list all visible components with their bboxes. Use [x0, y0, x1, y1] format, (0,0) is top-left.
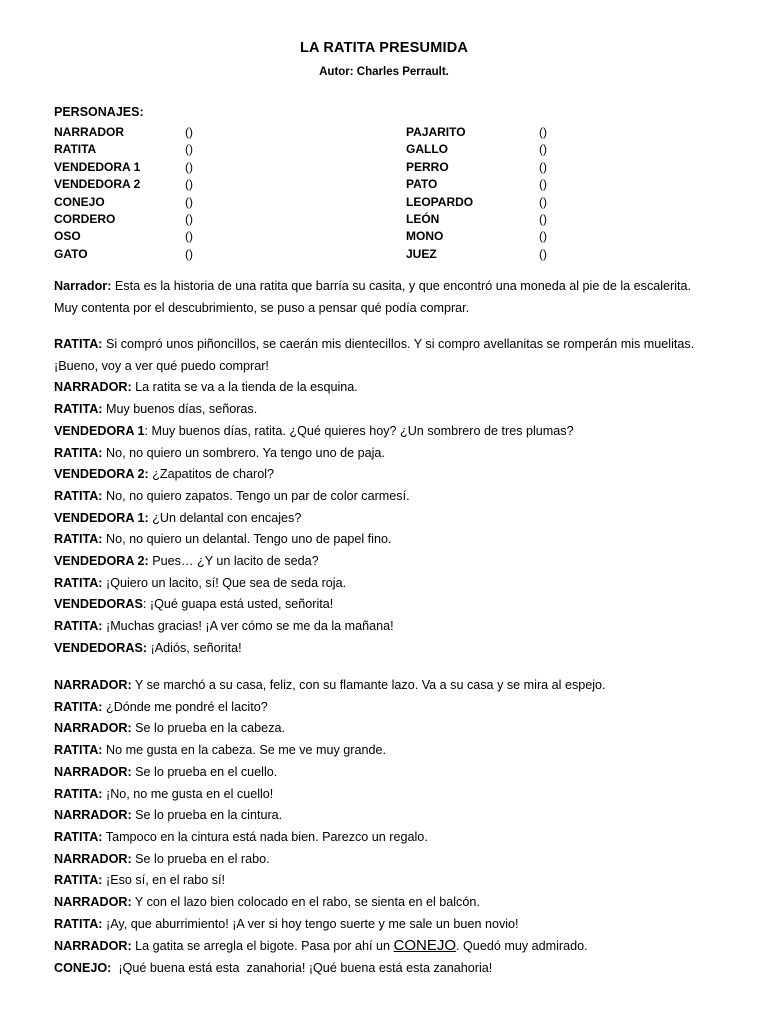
dialogue-line: [54, 914, 714, 936]
cast-role-blank: (): [185, 125, 193, 139]
intro-paragraph: [54, 276, 714, 319]
cast-row: [54, 124, 714, 141]
dialogue-text: . Quedó muy admirado.: [456, 939, 588, 954]
highlighted-character-name: CONEJO: [393, 937, 457, 955]
cast-role-blank: (): [539, 211, 547, 226]
speaker-label: NARRADOR:: [54, 678, 132, 692]
cast-name: LEOPARDO: [406, 194, 474, 209]
cast-role-blank: (): [185, 229, 193, 244]
dialogue-text: ¿Zapatitos de charol?: [148, 467, 275, 482]
cast-row: [54, 246, 714, 263]
cast-role-blank: (): [539, 177, 547, 192]
speaker-label: NARRADOR:: [54, 851, 132, 866]
dialogue-text: Y con el lazo bien colocado en el rabo, se sienta en el balcón.: [131, 895, 480, 910]
cast-name: OSO: [54, 229, 81, 244]
speaker-label: RATITA:: [54, 488, 103, 503]
cast-row: [54, 211, 714, 228]
dialogue-text: : ¡Qué guapa está usted, señorita!: [142, 597, 334, 612]
cast-name: CONEJO: [54, 194, 105, 209]
dialogue-text: La gatita se arregla el bigote. Pasa por ahí un: [131, 939, 394, 954]
speaker-label: NARRADOR:: [54, 808, 132, 823]
cast-role-blank: (): [185, 211, 193, 226]
speaker-label: VENDEDORAS:: [54, 640, 148, 655]
cast-role-blank: (): [185, 246, 193, 261]
dialogue-line: [54, 551, 714, 573]
dialogue-line: [54, 675, 714, 697]
cast-name: PATO: [406, 177, 438, 192]
cast-row: [54, 159, 714, 176]
dialogue-line: [54, 892, 714, 914]
cast-name: GALLO: [406, 142, 448, 157]
dialogue-text: Se lo prueba en la cabeza.: [131, 721, 285, 736]
dialogue-text: ¡No, no me gusta en el cuello!: [102, 786, 274, 801]
speaker-label: RATITA:: [54, 786, 103, 801]
speaker-label: RATITA:: [54, 532, 103, 547]
speaker-label: RATITA:: [54, 699, 103, 714]
scene-home: [54, 675, 714, 980]
cast-row: [54, 194, 714, 211]
dialogue-line: [54, 616, 714, 638]
dialogue-line: [54, 464, 714, 486]
dialogue-text: ¡Ay, que aburrimiento! ¡A ver si hoy tengo suerte y me sale un buen novio!: [102, 916, 519, 931]
cast-name: JUEZ: [406, 246, 437, 261]
dialogue-line: [54, 805, 714, 827]
dialogue-line: [54, 529, 714, 551]
cast-role-blank: (): [185, 142, 193, 157]
cast-heading: PERSONAJES:: [54, 105, 144, 119]
dialogue-line: [54, 508, 714, 530]
speaker-label: RATITA:: [54, 743, 103, 758]
speaker-label: RATITA:: [54, 619, 103, 634]
dialogue-line: [54, 377, 714, 399]
cast-role-blank: (): [539, 142, 547, 157]
speaker-label: RATITA:: [54, 402, 103, 417]
cast-name: LEÓN: [406, 211, 440, 226]
dialogue-text: Muy buenos días, señoras.: [102, 402, 258, 417]
dialogue-line: [54, 740, 714, 762]
cast-row: [54, 176, 714, 193]
dialogue-text: Y se marchó a su casa, feliz, con su flamante lazo. Va a su casa y se mira al espejo.: [131, 678, 606, 692]
dialogue-text: ¡Adiós, señorita!: [147, 640, 242, 655]
cast-role-blank: (): [539, 246, 547, 261]
dialogue-line: [54, 849, 714, 871]
dialogue-line: [54, 935, 714, 958]
cast-name: MONO: [406, 229, 444, 244]
cast-name: PERRO: [406, 159, 449, 174]
speaker-label: NARRADOR:: [54, 764, 132, 779]
dialogue-text: : Muy buenos días, ratita. ¿Qué quieres hoy? ¿Un sombrero de tres plumas?: [144, 423, 574, 438]
dialogue-line: [54, 958, 714, 980]
dialogue-text: No me gusta en la cabeza. Se me ve muy grande.: [102, 743, 387, 758]
cast-role-blank: (): [539, 125, 547, 139]
speaker-label: RATITA:: [54, 445, 103, 460]
document-title: LA RATITA PRESUMIDA: [299, 40, 469, 56]
dialogue-line: [54, 594, 714, 616]
speaker-label: VENDEDORA 2:: [54, 467, 149, 482]
dialogue-text: ¡Qué buena está esta zanahoria! ¡Qué buena está esta zanahoria!: [111, 961, 493, 976]
speaker-label: VENDEDORAS: [54, 597, 143, 612]
dialogue-text: Si compró unos piñoncillos, se caerán mis dientecillos. Y si compro avellanitas se romperán mis muelitas. ¡Bueno, voy a ver qué puedo comprar!: [54, 337, 695, 373]
dialogue-line: [54, 784, 714, 806]
cast-row: [54, 141, 714, 158]
speaker-label: NARRADOR:: [54, 895, 132, 910]
speaker-label: RATITA:: [54, 829, 103, 844]
cast-name: CORDERO: [54, 211, 116, 226]
cast-name: PAJARITO: [406, 125, 466, 139]
dialogue-text: No, no quiero un sombrero. Ya tengo uno de paja.: [102, 445, 385, 460]
cast-list: [54, 124, 714, 263]
dialogue-text: ¿Un delantal con encajes?: [148, 510, 302, 525]
dialogue-line: [54, 573, 714, 595]
dialogue-line: [54, 638, 714, 660]
dialogue-line: [54, 697, 714, 719]
speaker-label: CONEJO:: [54, 961, 112, 976]
cast-role-blank: (): [539, 159, 547, 174]
dialogue-line: [54, 276, 714, 319]
cast-name: GATO: [54, 246, 88, 261]
dialogue-text: ¡Muchas gracias! ¡A ver cómo se me da la mañana!: [102, 619, 394, 634]
speaker-label: RATITA:: [54, 916, 103, 931]
dialogue-line: [54, 399, 714, 421]
dialogue-text: No, no quiero un delantal. Tengo uno de papel fino.: [102, 532, 392, 547]
dialogue-line: [54, 762, 714, 784]
dialogue-line: [54, 870, 714, 892]
speaker-label: VENDEDORA 1: [54, 423, 145, 438]
speaker-label: NARRADOR:: [54, 380, 132, 395]
dialogue-line: [54, 443, 714, 465]
document-author: Autor: Charles Perrault.: [319, 66, 449, 78]
dialogue-text: ¡Quiero un lacito, sí! Que sea de seda roja.: [102, 575, 347, 590]
speaker-label: VENDEDORA 2:: [54, 554, 149, 569]
dialogue-line: [54, 486, 714, 508]
dialogue-text: No, no quiero zapatos. Tengo un par de color carmesí.: [102, 488, 410, 503]
dialogue-text: ¡Eso sí, en el rabo sí!: [102, 873, 225, 888]
dialogue-text: ¿Dónde me pondré el lacito?: [102, 699, 268, 714]
speaker-label: Narrador:: [54, 279, 112, 293]
cast-role-blank: (): [185, 159, 193, 174]
dialogue-text: Se lo prueba en la cintura.: [131, 808, 283, 823]
speaker-label: RATITA:: [54, 873, 103, 888]
speaker-label: RATITA:: [54, 337, 103, 351]
speaker-label: NARRADOR:: [54, 939, 132, 954]
dialogue-text: Se lo prueba en el rabo.: [131, 851, 270, 866]
scene-shop: [54, 334, 714, 660]
speaker-label: VENDEDORA 1:: [54, 510, 149, 525]
speaker-label: RATITA:: [54, 575, 103, 590]
cast-row: [54, 228, 714, 245]
dialogue-line: [54, 718, 714, 740]
dialogue-text: Se lo prueba en el cuello.: [131, 764, 278, 779]
cast-role-blank: (): [185, 194, 193, 209]
cast-role-blank: (): [185, 177, 193, 192]
dialogue-line: [54, 334, 714, 377]
cast-role-blank: (): [539, 229, 547, 244]
dialogue-line: [54, 421, 714, 443]
dialogue-text: La ratita se va a la tienda de la esquina.: [131, 380, 358, 395]
cast-role-blank: (): [539, 194, 547, 209]
dialogue-line: [54, 827, 714, 849]
speaker-label: NARRADOR:: [54, 721, 132, 736]
dialogue-text: Tampoco en la cintura está nada bien. Parezco un regalo.: [102, 829, 428, 844]
cast-name: RATITA: [54, 142, 97, 157]
dialogue-text: Pues… ¿Y un lacito de seda?: [148, 554, 319, 569]
cast-name: VENDEDORA 2: [54, 177, 141, 192]
dialogue-text: Esta es la historia de una ratita que barría su casita, y que encontró una moneda al pie de la escalerita. Muy contenta por el descubrimiento, se puso a pensar qué podía comprar.: [54, 279, 692, 315]
cast-name: VENDEDORA 1: [54, 159, 141, 174]
cast-name: NARRADOR: [54, 125, 124, 139]
